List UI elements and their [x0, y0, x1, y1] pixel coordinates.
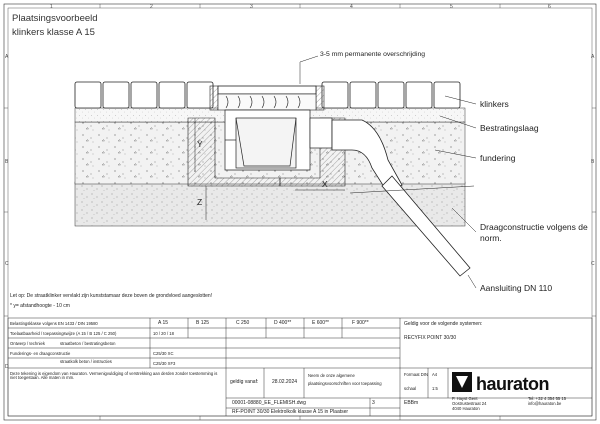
note-mid-1: Neem de onze algemene: [308, 373, 355, 378]
document-number: 00001-08880_EE_FLEMISH.dwg: [232, 400, 306, 406]
grid-side-b-right: B: [591, 159, 595, 165]
tb-row3-label: Ontwerp / techniek: [10, 341, 45, 346]
address-1: P. Hayst Gent: [452, 396, 478, 401]
note-2: * y= afstandhoogte - 10 cm: [10, 303, 70, 309]
class-b125: B 125: [196, 320, 210, 326]
valid-label: geldig vanaf:: [230, 379, 259, 385]
grid-side-a: A: [5, 54, 9, 60]
phone: Tel: +32 4 354 55 15: [528, 396, 567, 401]
scale-label: schaal: [404, 386, 417, 391]
class-d400: D 400**: [274, 320, 292, 326]
dim-x: X: [322, 179, 328, 189]
grid-top-6: 6: [548, 4, 551, 10]
grid-top-1: 1: [50, 4, 53, 10]
callout-overshoot: 3-5 mm permanente overschrijding: [320, 51, 426, 58]
dim-z: Z: [197, 197, 203, 207]
callout-aansluiting: Aansluiting DN 110: [480, 283, 553, 293]
tb-row3-a: straatbeton / bestratingsbeton: [60, 341, 116, 346]
scale-value: 1:5: [432, 386, 438, 391]
gully-grate: [218, 86, 316, 110]
callout-bestratingslaag: Bestratingslaag: [480, 123, 539, 133]
tb-row4-a: straatkolk beton / instructies: [60, 359, 112, 364]
company-name: hauraton: [476, 374, 550, 394]
language-code: EBBm: [404, 400, 419, 406]
format-label: Formaat DIN: [404, 372, 428, 377]
note-mid-2: plaatsingsvoorschriften voor toepassing: [308, 381, 382, 386]
callout-klinkers: klinkers: [480, 99, 509, 109]
class-e600: E 600**: [312, 320, 329, 326]
format-value: A4: [432, 372, 438, 377]
callout-fundering: fundering: [480, 153, 516, 163]
grid-side-c: C: [5, 261, 9, 267]
page-number: 3: [372, 400, 375, 406]
address-2: Oostrustestraat 24: [452, 401, 487, 406]
class-c250: C 250: [236, 320, 250, 326]
valid-date: 28.02.2024: [272, 379, 298, 385]
hauraton-logo: [452, 372, 570, 394]
system-header: Geldig voor de volgende systemen:: [404, 321, 483, 327]
dim-y: Y: [197, 139, 203, 149]
tb-row2-label: Toelaatbaarheid / toepassingswijze (A 15 / B 125 / C 250): [10, 331, 117, 336]
grid-top-4: 4: [350, 4, 353, 10]
class-f900: F 900**: [352, 320, 369, 326]
tb-row4-b: C25/30 XF3: [153, 361, 176, 366]
system-name: RECYFIX POINT 30/30: [404, 335, 457, 341]
tb-row4-label: Funderings- en draagconstructie: [10, 351, 71, 356]
title-line-1: Plaatsingsvoorbeeld: [12, 13, 98, 24]
callout-draagconstructie-2: norm.: [480, 233, 502, 243]
note-1: Let op: De straatklinker vervlakt zijn kunststamaar deze boven de grondvloed aangeslotten!: [10, 293, 213, 299]
grid-side-c-right: C: [591, 261, 595, 267]
email: info@hauraton.be: [528, 401, 562, 406]
grid-top-3: 3: [250, 4, 253, 10]
title-line-2: klinkers klasse A 15: [12, 27, 95, 38]
address-3: 4040 Hauraton: [452, 406, 480, 411]
tb-row1-label: Belastingsklasse volgens EN 1433 / DIN 19580: [10, 321, 98, 326]
grid-side-b: B: [5, 159, 9, 165]
class-a15: A 15: [158, 320, 169, 326]
grid-side-d: D: [5, 364, 9, 370]
grid-top-5: 5: [450, 4, 453, 10]
grid-side-a-right: A: [591, 54, 595, 60]
grid-top-2: 2: [150, 4, 153, 10]
legal-text: Deze tekening is eigendom van Hauraton. Vermenigvuldiging of verstrekking aan derden zonder toestemming is niet toegestaan. Alle maten in mm.: [10, 371, 218, 381]
tb-row2-value: 10 / 20 / 18: [153, 331, 174, 336]
footer-text: RF-POINT 30/30 Elektrolkolk klasse A 15 in Plaatser: [232, 409, 349, 415]
callout-draagconstructie-1: Draagconstructie volgens de: [480, 222, 588, 232]
tb-row3-b: C25/30 XC: [153, 351, 174, 356]
